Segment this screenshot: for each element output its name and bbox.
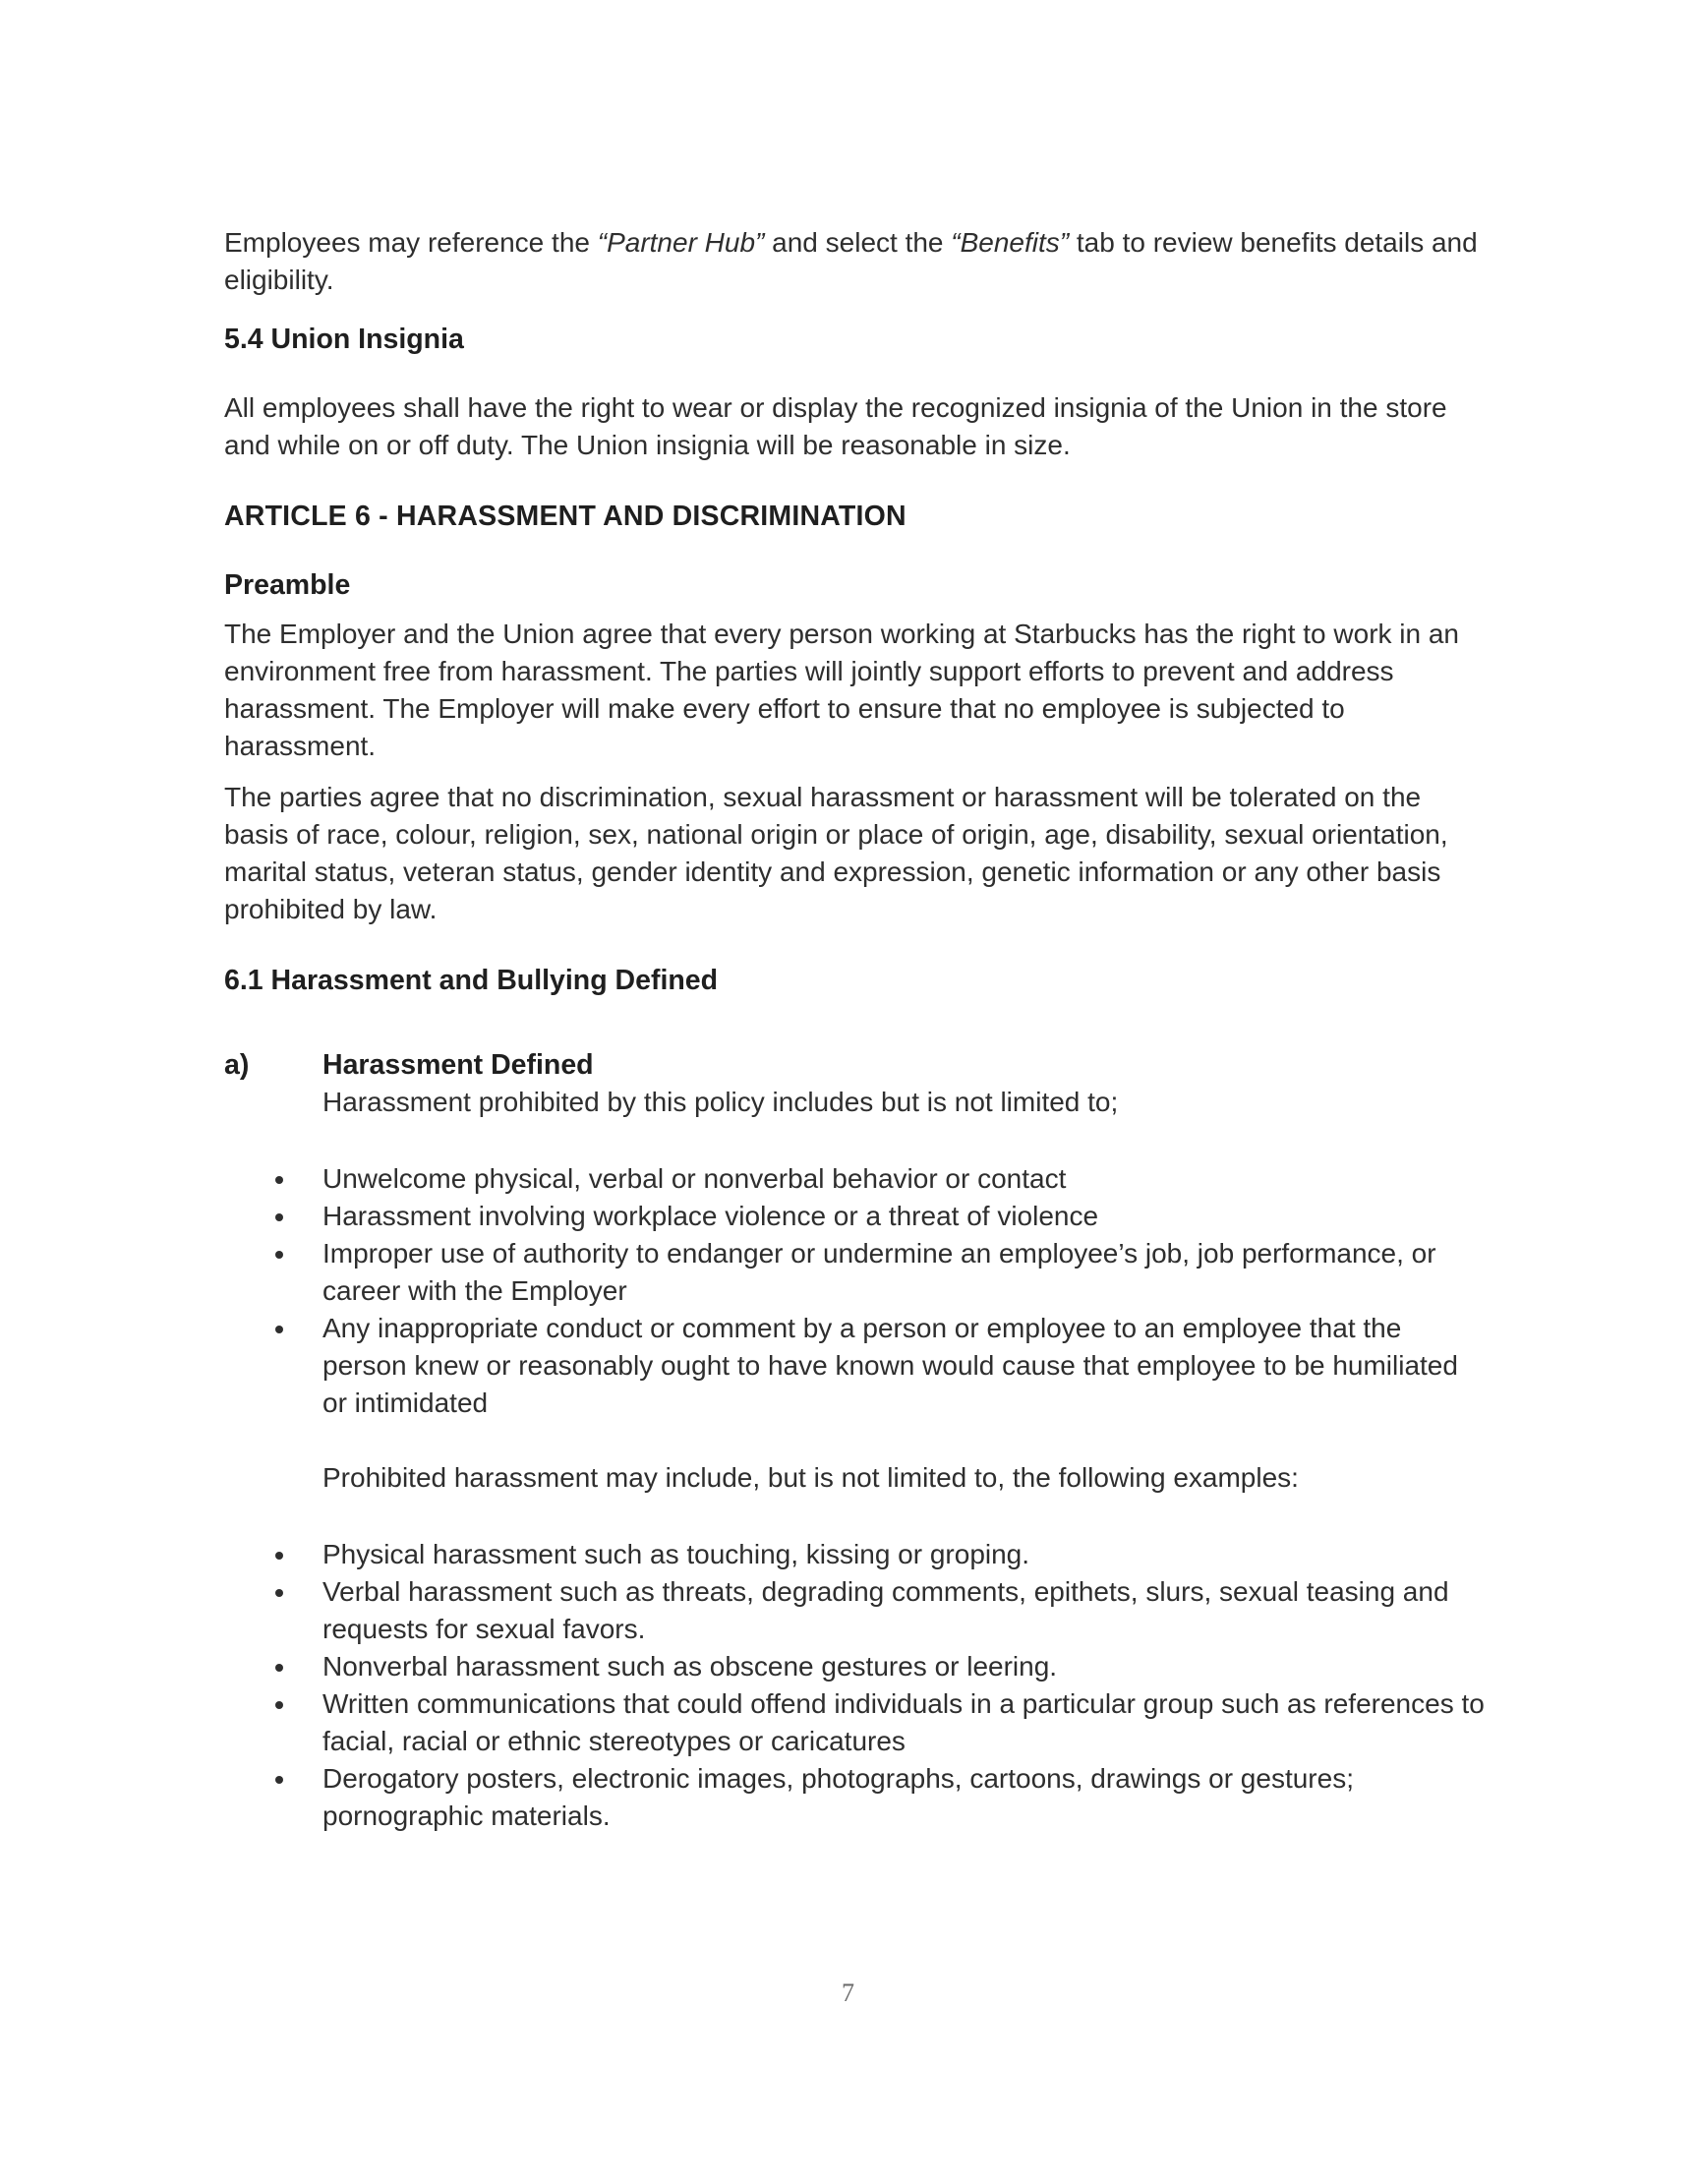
list-item <box>224 1685 1488 1760</box>
bullet-icon <box>275 1589 283 1597</box>
preamble-heading: Preamble <box>224 569 351 601</box>
bullet-icon <box>275 1664 283 1672</box>
article-6-heading: ARTICLE 6 - HARASSMENT AND DISCRIMINATION <box>224 501 906 532</box>
intro-text-middle: and select the <box>764 227 952 258</box>
list-item-text: Nonverbal harassment such as obscene gestures or leering. <box>322 1651 1058 1682</box>
intro-text-start: Employees may reference the <box>224 227 598 258</box>
section-6-1-heading: 6.1 Harassment and Bullying Defined <box>224 965 719 996</box>
harassment-examples-list <box>224 1536 1488 1835</box>
bullet-icon <box>275 1776 283 1784</box>
section-5-4-heading: 5.4 Union Insignia <box>224 324 464 355</box>
sub-item-a <box>224 1046 1488 1121</box>
list-item <box>224 1536 1488 1573</box>
list-item-text: Physical harassment such as touching, kissing or groping. <box>322 1539 1030 1569</box>
bullet-icon <box>275 1326 283 1333</box>
sub-item-a-title: Harassment Defined <box>322 1049 594 1081</box>
list-item <box>224 1648 1488 1685</box>
list-item <box>224 1235 1488 1310</box>
section-5-4-paragraph: All employees shall have the right to wear or display the recognized insignia of the Union in the store and while on or off duty. The Union insignia will be reasonable in size. <box>224 392 1447 460</box>
intro-text-end: tab to review benefits details and eligibility. <box>224 227 1478 295</box>
list-item <box>224 1760 1488 1835</box>
bullet-icon <box>275 1176 283 1184</box>
list-item <box>224 1198 1488 1235</box>
partner-hub-reference: “Partner Hub” <box>597 227 765 258</box>
list-item-text: Unwelcome physical, verbal or nonverbal behavior or contact <box>322 1163 1067 1194</box>
list-item <box>224 1573 1488 1648</box>
list-item-text: Any inappropriate conduct or comment by a person or employee to an employee that the person knew or reasonably ought to have known would cause that employee to be humiliated or intimidated <box>322 1313 1458 1418</box>
sub-item-a-intro: Harassment prohibited by this policy includes but is not limited to; <box>322 1087 1119 1117</box>
bullet-icon <box>275 1251 283 1259</box>
sub-item-a-marker: a) <box>224 1049 250 1081</box>
list-item-text: Derogatory posters, electronic images, photographs, cartoons, drawings or gestures; pornographic materials. <box>322 1763 1354 1831</box>
preamble-paragraph-2: The parties agree that no discrimination, sexual harassment or harassment will be tolerated on the basis of race, colour, religion, sex, national origin or place of origin, age, disability, sexual orientation, marital status, veteran status, gender identity and expression, genetic information or any other basis prohibited by law. <box>224 782 1448 924</box>
bullet-icon <box>275 1213 283 1221</box>
list-item-text: Verbal harassment such as threats, degrading comments, epithets, slurs, sexual teasing and requests for sexual favors. <box>322 1576 1449 1644</box>
list-item-text: Written communications that could offend individuals in a particular group such as references to facial, racial or ethnic stereotypes or caricatures <box>322 1688 1485 1756</box>
bullet-icon <box>275 1701 283 1709</box>
benefits-reference-paragraph <box>224 224 1488 299</box>
list-item <box>224 1310 1488 1422</box>
harassment-definition-list <box>224 1160 1488 1422</box>
list-item <box>224 1160 1488 1198</box>
page-number: 7 <box>842 1978 854 2007</box>
preamble-paragraph-1: The Employer and the Union agree that every person working at Starbucks has the right to work in an environment free from harassment. The parties will jointly support efforts to prevent and address harassment. The Employer will make every effort to ensure that no employee is subjected to harassment. <box>224 619 1460 761</box>
examples-intro: Prohibited harassment may include, but is not limited to, the following examples: <box>322 1462 1299 1493</box>
list-item-text: Improper use of authority to endanger or undermine an employee’s job, job performance, or career with the Employer <box>322 1238 1436 1306</box>
document-page <box>224 224 1488 1835</box>
benefits-tab-reference: “Benefits” <box>951 227 1070 258</box>
list-item-text: Harassment involving workplace violence or a threat of violence <box>322 1201 1099 1231</box>
bullet-icon <box>275 1552 283 1560</box>
